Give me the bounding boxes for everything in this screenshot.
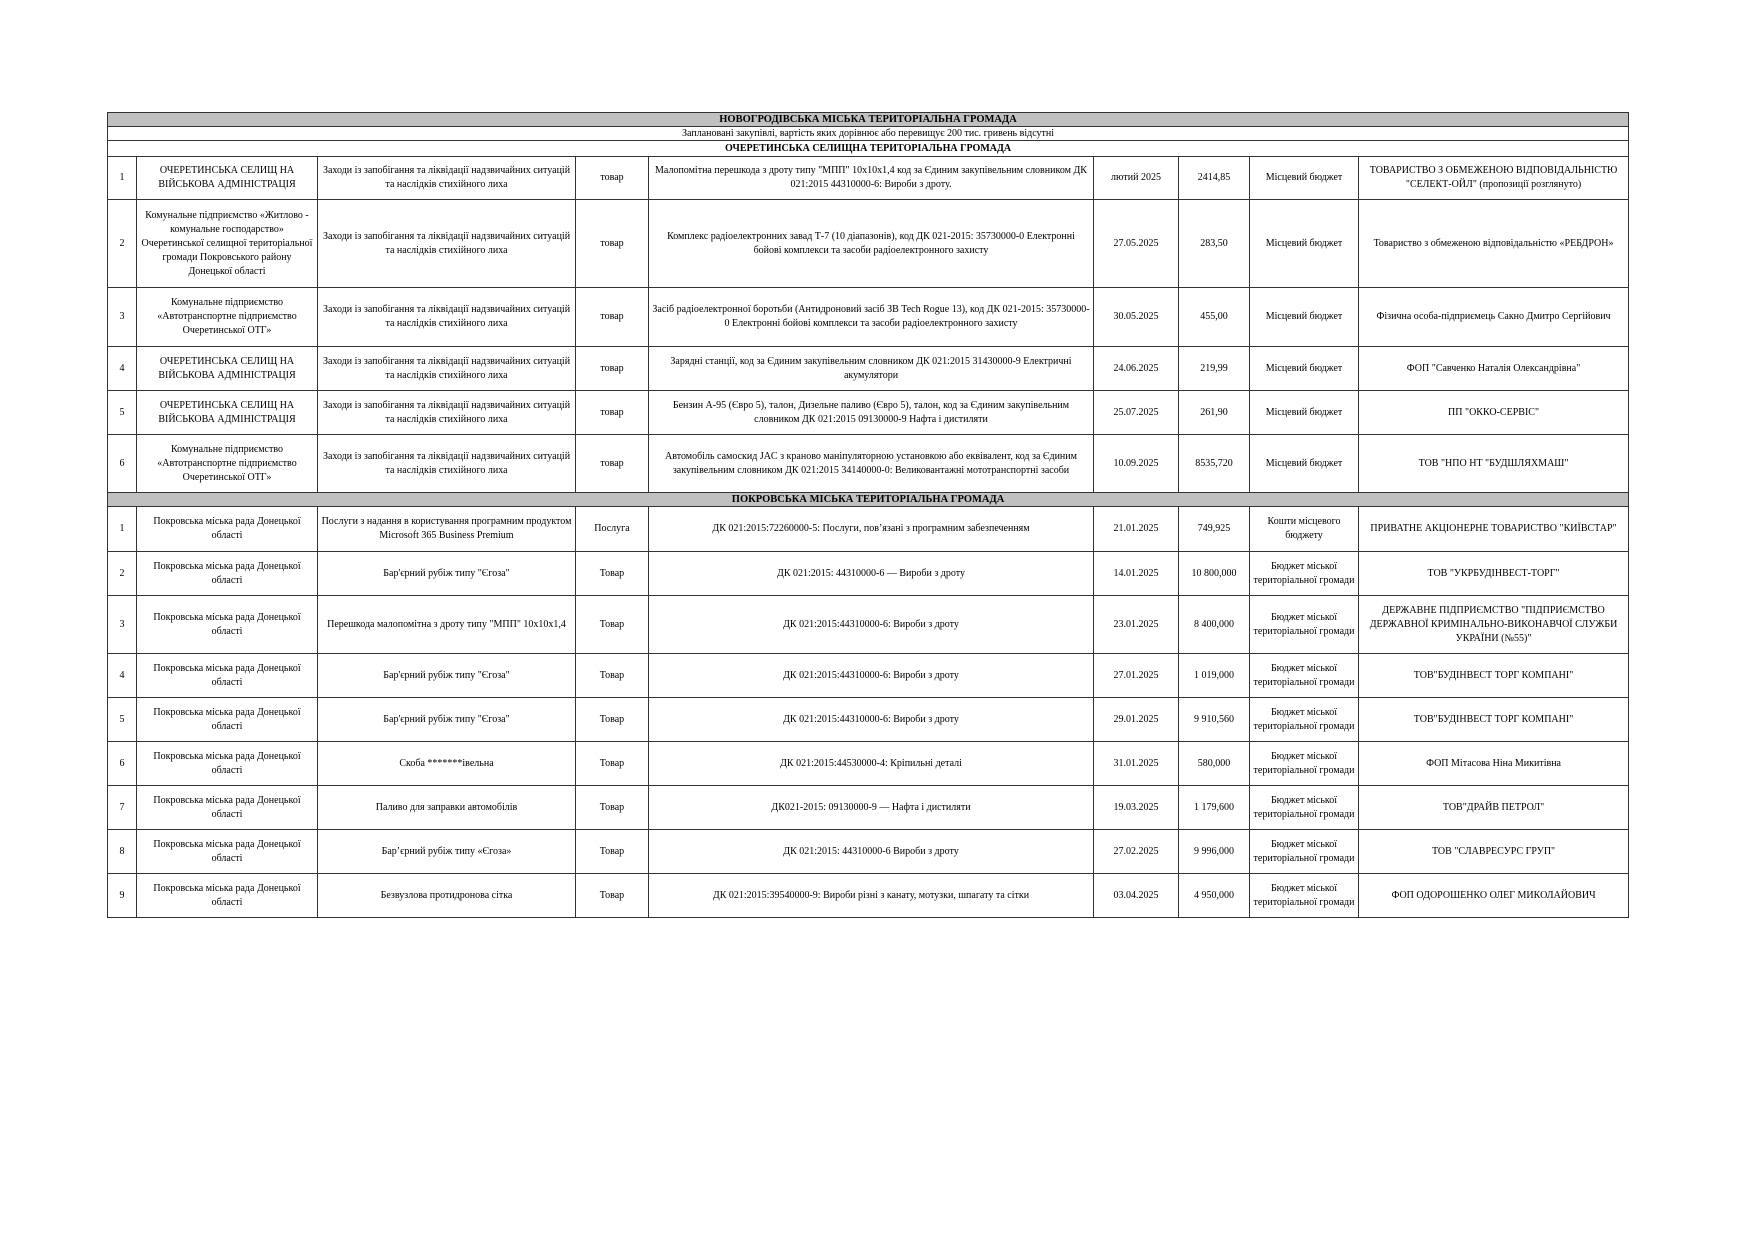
cell-n: 5 — [108, 391, 137, 435]
cell-org: Комунальне підприємство «Автотранспортне підприємство Очеретинської ОТГ» — [137, 435, 318, 493]
cell-supplier: ДЕРЖАВНЕ ПІДПРИЄМСТВО "ПІДПРИЄМСТВО ДЕРЖАВНОЇ КРИМІНАЛЬНО-ВИКОНАВЧОЇ СЛУЖБИ УКРАЇНИ (№55)" — [1359, 596, 1629, 654]
cell-supplier: ТОВАРИСТВО З ОБМЕЖЕНОЮ ВІДПОВІДАЛЬНІСТЮ "СЕЛЕКТ-ОЙЛ" (пропозиції розглянуто) — [1359, 157, 1629, 200]
cell-source: Місцевий бюджет — [1250, 435, 1359, 493]
cell-item: Автомобіль самоскид JAC з краново маніпуляторною установкою або еквівалент, код за Єдиним закупівельним словником ДК 021:2015 34140000-0: Великовантажні мототранспортні засоби — [649, 435, 1094, 493]
cell-date: 30.05.2025 — [1094, 288, 1179, 347]
cell-supplier: ТОВ"БУДІНВЕСТ ТОРГ КОМПАНІ" — [1359, 698, 1629, 742]
cell-supplier: ФОП "Савченко Наталія Олександрівна" — [1359, 347, 1629, 391]
cell-purpose: Бар'єрний рубіж типу "Єгоза" — [318, 698, 576, 742]
cell-org: ОЧЕРЕТИНСЬКА СЕЛИЩ НА ВІЙСЬКОВА АДМІНІСТРАЦІЯ — [137, 347, 318, 391]
section-header-row — [108, 141, 1629, 157]
cell-supplier: ТОВ"БУДІНВЕСТ ТОРГ КОМПАНІ" — [1359, 654, 1629, 698]
cell-amount: 9 910,560 — [1179, 698, 1250, 742]
cell-n: 2 — [108, 200, 137, 288]
cell-item: ДК 021:2015: 44310000-6 — Вироби з дроту — [649, 552, 1094, 596]
cell-item: ДК 021:2015: 44310000-6 Вироби з дроту — [649, 830, 1094, 874]
cell-purpose: Заходи із запобігання та ліквідації надзвичайних ситуацій та наслідків стихійного лиха — [318, 157, 576, 200]
cell-date: 14.01.2025 — [1094, 552, 1179, 596]
cell-source: Місцевий бюджет — [1250, 391, 1359, 435]
cell-n: 9 — [108, 874, 137, 918]
cell-supplier: ТОВ "УКРБУДІНВЕСТ-ТОРГ" — [1359, 552, 1629, 596]
cell-purpose: Заходи із запобігання та ліквідації надзвичайних ситуацій та наслідків стихійного лиха — [318, 391, 576, 435]
cell-supplier: ФОП Мітасова Ніна Микитівна — [1359, 742, 1629, 786]
cell-org: Покровська міська рада Донецької області — [137, 654, 318, 698]
cell-date: 31.01.2025 — [1094, 742, 1179, 786]
cell-item: Засіб радіоелектронної боротьби (Антидроновий засіб ЗВ Tech Rogue 13), код ДК 021-2015: 35730000-0 Електронні бойові комплекси та засоби радіоелектронного захисту — [649, 288, 1094, 347]
cell-type: Послуга — [576, 507, 649, 552]
cell-date: 27.01.2025 — [1094, 654, 1179, 698]
subtitle-row — [108, 127, 1629, 141]
cell-purpose: Послуги з надання в користування програмним продуктом Microsoft 365 Business Premium — [318, 507, 576, 552]
cell-org: Покровська міська рада Донецької області — [137, 552, 318, 596]
cell-n: 3 — [108, 288, 137, 347]
cell-type: товар — [576, 288, 649, 347]
cell-type: товар — [576, 347, 649, 391]
cell-supplier: ТОВ "СЛАВРЕСУРС ГРУП" — [1359, 830, 1629, 874]
table-row — [108, 786, 1629, 830]
table-row — [108, 742, 1629, 786]
cell-source: Місцевий бюджет — [1250, 288, 1359, 347]
cell-type: товар — [576, 391, 649, 435]
cell-n: 8 — [108, 830, 137, 874]
cell-purpose: Бар'єрний рубіж типу "Єгоза" — [318, 654, 576, 698]
document-title: НОВОГРОДІВСЬКА МІСЬКА ТЕРИТОРІАЛЬНА ГРОМАДА — [108, 113, 1629, 127]
cell-source: Бюджет міської територіальної громади — [1250, 874, 1359, 918]
cell-type: Товар — [576, 742, 649, 786]
table-row — [108, 507, 1629, 552]
cell-supplier: ТОВ"ДРАЙВ ПЕТРОЛ" — [1359, 786, 1629, 830]
cell-date: 21.01.2025 — [1094, 507, 1179, 552]
cell-item: ДК021-2015: 09130000-9 — Нафта і дистиляти — [649, 786, 1094, 830]
cell-amount: 1 179,600 — [1179, 786, 1250, 830]
cell-purpose: Заходи із запобігання та ліквідації надзвичайних ситуацій та наслідків стихійного лиха — [318, 435, 576, 493]
cell-n: 2 — [108, 552, 137, 596]
cell-purpose: Бар'єрний рубіж типу "Єгоза" — [318, 552, 576, 596]
cell-org: Комунальне підприємство «Автотранспортне підприємство Очеретинської ОТГ» — [137, 288, 318, 347]
cell-type: Товар — [576, 874, 649, 918]
cell-item: Зарядні станції, код за Єдиним закупівельним словником ДК 021:2015 31430000-9 Електричні акумулятори — [649, 347, 1094, 391]
table-row — [108, 391, 1629, 435]
cell-source: Бюджет міської територіальної громади — [1250, 742, 1359, 786]
cell-date: 03.04.2025 — [1094, 874, 1179, 918]
table-row — [108, 596, 1629, 654]
cell-n: 1 — [108, 507, 137, 552]
table-row — [108, 157, 1629, 200]
table-row — [108, 874, 1629, 918]
cell-source: Місцевий бюджет — [1250, 157, 1359, 200]
cell-type: Товар — [576, 552, 649, 596]
cell-amount: 1 019,000 — [1179, 654, 1250, 698]
cell-item: ДК 021:2015:44530000-4: Кріпильні деталі — [649, 742, 1094, 786]
cell-org: Покровська міська рада Донецької області — [137, 874, 318, 918]
cell-n: 6 — [108, 435, 137, 493]
cell-source: Кошти місцевого бюджету — [1250, 507, 1359, 552]
cell-type: Товар — [576, 698, 649, 742]
cell-item: Бензин А-95 (Євро 5), талон, Дизельне паливо (Євро 5), талон, код за Єдиним закупівельним словником ДК 021:2015 09130000-9 Нафта і дистиляти — [649, 391, 1094, 435]
cell-org: Комунальне підприємство «Житлово - комунальне господарство» Очеретинської селищної територіальної громади Покровського району Донецької області — [137, 200, 318, 288]
cell-date: 19.03.2025 — [1094, 786, 1179, 830]
table-row — [108, 552, 1629, 596]
cell-source: Місцевий бюджет — [1250, 200, 1359, 288]
table-row — [108, 288, 1629, 347]
cell-source: Бюджет міської територіальної громади — [1250, 786, 1359, 830]
cell-amount: 580,000 — [1179, 742, 1250, 786]
cell-purpose: Перешкода малопомітна з дроту типу "МПП" 10х10х1,4 — [318, 596, 576, 654]
section-title: ПОКРОВСЬКА МІСЬКА ТЕРИТОРІАЛЬНА ГРОМАДА — [108, 493, 1629, 507]
cell-source: Місцевий бюджет — [1250, 347, 1359, 391]
cell-item: ДК 021:2015:39540000-9: Вироби різні з канату, мотузки, шпагату та сітки — [649, 874, 1094, 918]
cell-source: Бюджет міської територіальної громади — [1250, 552, 1359, 596]
cell-type: Товар — [576, 830, 649, 874]
cell-supplier: ПП "ОККО-СЕРВІС" — [1359, 391, 1629, 435]
cell-purpose: Безвузлова протидронова сітка — [318, 874, 576, 918]
cell-source: Бюджет міської територіальної громади — [1250, 698, 1359, 742]
cell-item: Малопомітна перешкода з дроту типу "МПП" 10х10х1,4 код за Єдиним закупівельним словником ДК 021:2015 44310000-6: Вироби з дроту. — [649, 157, 1094, 200]
cell-item: ДК 021:2015:44310000-6: Вироби з дроту — [649, 698, 1094, 742]
document-subtitle: Заплановані закупівлі, вартість яких дорівнює або перевищує 200 тис. гривень відсутні — [108, 127, 1629, 141]
cell-org: ОЧЕРЕТИНСЬКА СЕЛИЩ НА ВІЙСЬКОВА АДМІНІСТРАЦІЯ — [137, 391, 318, 435]
cell-source: Бюджет міської територіальної громади — [1250, 596, 1359, 654]
cell-purpose: Паливо для заправки автомобілів — [318, 786, 576, 830]
cell-purpose: Заходи із запобігання та ліквідації надзвичайних ситуацій та наслідків стихійного лиха — [318, 288, 576, 347]
cell-amount: 8535,720 — [1179, 435, 1250, 493]
cell-date: лютий 2025 — [1094, 157, 1179, 200]
cell-amount: 10 800,000 — [1179, 552, 1250, 596]
cell-org: Покровська міська рада Донецької області — [137, 830, 318, 874]
cell-org: Покровська міська рада Донецької області — [137, 596, 318, 654]
cell-type: товар — [576, 157, 649, 200]
cell-amount: 455,00 — [1179, 288, 1250, 347]
cell-date: 27.05.2025 — [1094, 200, 1179, 288]
cell-item: ДК 021:2015:44310000-6: Вироби з дроту — [649, 596, 1094, 654]
cell-type: Товар — [576, 786, 649, 830]
cell-amount: 749,925 — [1179, 507, 1250, 552]
section-header-row — [108, 493, 1629, 507]
cell-supplier: Товариство з обмеженою відповідальністю «РЕБДРОН» — [1359, 200, 1629, 288]
cell-item: ДК 021:2015:44310000-6: Вироби з дроту — [649, 654, 1094, 698]
cell-date: 23.01.2025 — [1094, 596, 1179, 654]
table-row — [108, 347, 1629, 391]
cell-amount: 219,99 — [1179, 347, 1250, 391]
cell-supplier: Фізична особа-підприємець Сакно Дмитро Сергійович — [1359, 288, 1629, 347]
cell-org: Покровська міська рада Донецької області — [137, 507, 318, 552]
cell-n: 4 — [108, 654, 137, 698]
table-row — [108, 830, 1629, 874]
table-row — [108, 435, 1629, 493]
cell-org: Покровська міська рада Донецької області — [137, 786, 318, 830]
cell-n: 1 — [108, 157, 137, 200]
cell-n: 5 — [108, 698, 137, 742]
cell-amount: 2414,85 — [1179, 157, 1250, 200]
cell-amount: 283,50 — [1179, 200, 1250, 288]
cell-date: 25.07.2025 — [1094, 391, 1179, 435]
cell-n: 3 — [108, 596, 137, 654]
cell-type: Товар — [576, 654, 649, 698]
cell-amount: 8 400,000 — [1179, 596, 1250, 654]
procurement-table — [107, 112, 1629, 918]
cell-item: ДК 021:2015:72260000-5: Послуги, пов’язані з програмним забезпеченням — [649, 507, 1094, 552]
cell-amount: 261,90 — [1179, 391, 1250, 435]
cell-purpose: Заходи із запобігання та ліквідації надзвичайних ситуацій та наслідків стихійного лиха — [318, 347, 576, 391]
cell-date: 29.01.2025 — [1094, 698, 1179, 742]
cell-purpose: Скоба *******івельна — [318, 742, 576, 786]
cell-purpose: Заходи із запобігання та ліквідації надзвичайних ситуацій та наслідків стихійного лиха — [318, 200, 576, 288]
table-row — [108, 200, 1629, 288]
cell-supplier: ПРИВАТНЕ АКЦІОНЕРНЕ ТОВАРИСТВО "КИЇВСТАР" — [1359, 507, 1629, 552]
table-row — [108, 698, 1629, 742]
cell-org: ОЧЕРЕТИНСЬКА СЕЛИЩ НА ВІЙСЬКОВА АДМІНІСТРАЦІЯ — [137, 157, 318, 200]
table-row — [108, 654, 1629, 698]
cell-supplier: ТОВ "НПО НТ "БУДШЛЯХМАШ" — [1359, 435, 1629, 493]
title-row — [108, 113, 1629, 127]
cell-date: 27.02.2025 — [1094, 830, 1179, 874]
cell-date: 10.09.2025 — [1094, 435, 1179, 493]
cell-n: 7 — [108, 786, 137, 830]
cell-type: товар — [576, 435, 649, 493]
cell-source: Бюджет міської територіальної громади — [1250, 830, 1359, 874]
cell-org: Покровська міська рада Донецької області — [137, 742, 318, 786]
cell-purpose: Бар’єрний рубіж типу «Єгоза» — [318, 830, 576, 874]
cell-date: 24.06.2025 — [1094, 347, 1179, 391]
cell-amount: 9 996,000 — [1179, 830, 1250, 874]
cell-source: Бюджет міської територіальної громади — [1250, 654, 1359, 698]
cell-n: 6 — [108, 742, 137, 786]
cell-supplier: ФОП ОДОРОШЕНКО ОЛЕГ МИКОЛАЙОВИЧ — [1359, 874, 1629, 918]
cell-amount: 4 950,000 — [1179, 874, 1250, 918]
cell-type: товар — [576, 200, 649, 288]
cell-org: Покровська міська рада Донецької області — [137, 698, 318, 742]
section-title: ОЧЕРЕТИНСЬКА СЕЛИЩНА ТЕРИТОРІАЛЬНА ГРОМАДА — [108, 141, 1629, 157]
cell-item: Комплекс радіоелектронних завад Т-7 (10 діапазонів), код ДК 021-2015: 35730000-0 Електронні бойові комплекси та засоби радіоелектронного захисту — [649, 200, 1094, 288]
cell-type: Товар — [576, 596, 649, 654]
cell-n: 4 — [108, 347, 137, 391]
